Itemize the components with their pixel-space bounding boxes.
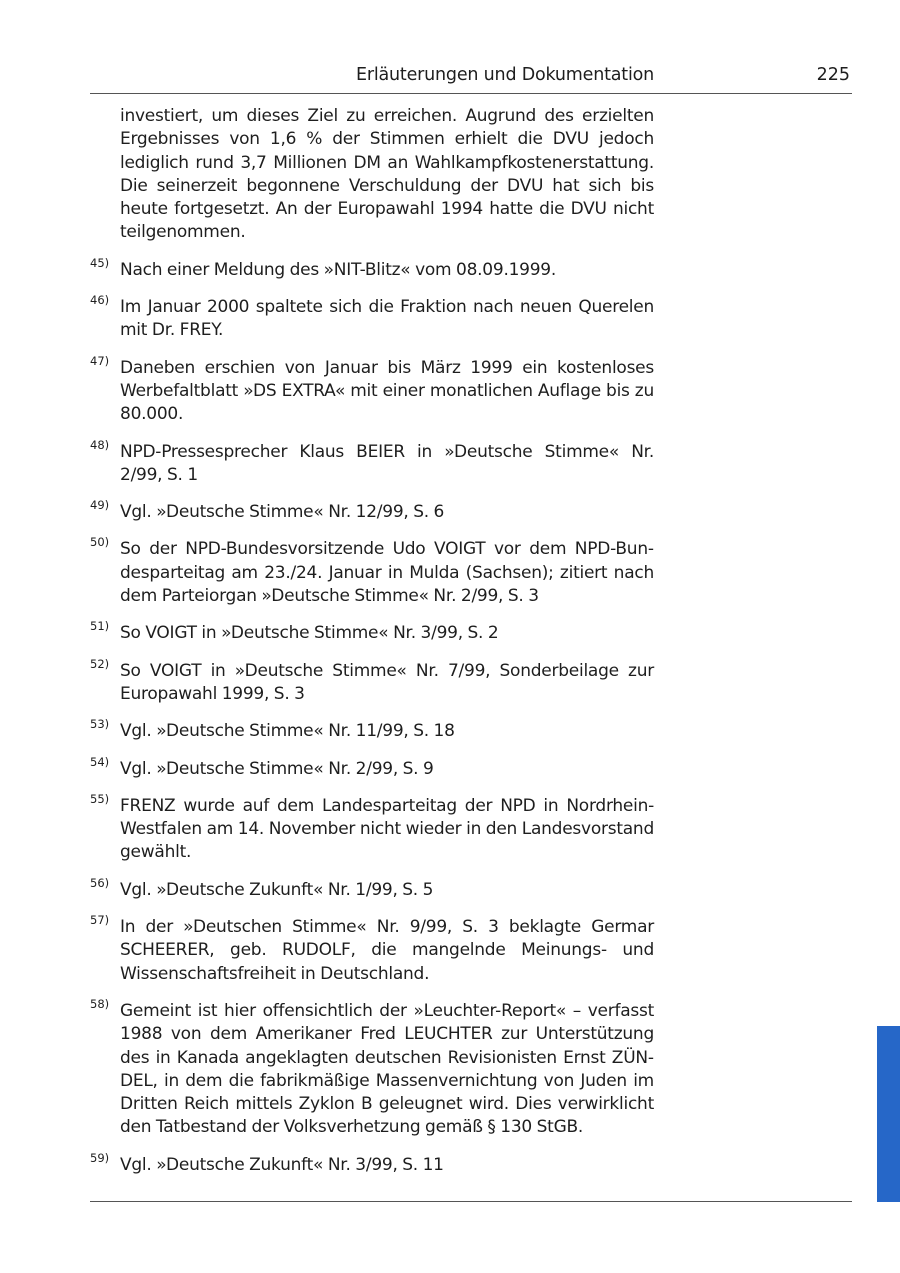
endnote-number: 46) <box>90 293 110 308</box>
endnote-number: 45) <box>90 255 110 270</box>
endnote-text: So VOIGT in »Deutsche Stimme« Nr. 3/99, S. 2 <box>120 623 499 644</box>
endnote-text: In der »Deutschen Stimme« Nr. 9/99, S. 3 beklagte Germar SCHEERER, geb. RUDOLF, die mangelnde Meinungs- und Wissenschaftsfreiheit in Deutschland. <box>120 917 654 984</box>
endnote-text: So der NPD-Bundesvorsitzende Udo VOIGT vor dem NPD-Bundesparteitag am 23./24. Januar in Mulda (Sachsen); zitiert nach dem Parteiorgan »Deutsche Stimme« Nr. 2/99, S. 3 <box>120 539 654 607</box>
page-number: 225 <box>816 65 850 85</box>
endnote-text: Vgl. »Deutsche Stimme« Nr. 2/99, S. 9 <box>120 758 434 779</box>
endnote-number: 52) <box>90 656 110 671</box>
endnote-text: Vgl. »Deutsche Zukunft« Nr. 3/99, S. 11 <box>120 1154 444 1175</box>
endnote-52 <box>90 656 654 707</box>
endnote-number: 58) <box>90 996 110 1011</box>
footer-divider <box>90 1201 852 1202</box>
endnote-54 <box>90 754 654 781</box>
endnote-number: 55) <box>90 791 110 806</box>
endnote-47 <box>90 353 654 427</box>
endnote-text: Vgl. »Deutsche Zukunft« Nr. 1/99, S. 5 <box>120 879 434 900</box>
endnote-45 <box>90 255 654 282</box>
endnote-number: 59) <box>90 1150 110 1165</box>
endnote-text: Vgl. »Deutsche Stimme« Nr. 12/99, S. 6 <box>120 502 445 523</box>
endnote-55 <box>90 791 654 865</box>
endnote-number: 56) <box>90 875 110 890</box>
endnote-text: Gemeint ist hier offensichtlich der »Leuchter-Report« – verfasst 1988 von dem Amerikaner Fred LEUCHTER zur Unterstützung des in Kanada angeklagten deutschen Revisionisten Ernst ZÜNDEL, in dem die fabrikmäßige Massenvernichtung von Juden im Dritten Reich mittels Zyklon B geleugnet wird. Dies verwirklicht den Tatbestand der Volksverhetzung gemäß § 130 StGB. <box>120 1000 654 1138</box>
endnote-number: 47) <box>90 353 110 368</box>
endnote-number: 50) <box>90 535 110 550</box>
endnote-number: 49) <box>90 498 110 513</box>
page-header <box>90 62 852 88</box>
endnote-59 <box>90 1150 654 1177</box>
endnotes-list <box>90 105 654 1191</box>
running-header-title: Erläuterungen und Dokumentation <box>356 65 654 85</box>
endnote-53 <box>90 717 654 743</box>
endnote-text: Daneben erschien von Januar bis März 1999 ein kostenloses Werbefaltblatt »DS EXTRA« mit einer monatlichen Auflage bis zu 80.000. <box>120 357 654 425</box>
endnote-number: 54) <box>90 754 110 769</box>
endnote-continuation <box>90 105 654 245</box>
endnote-48 <box>90 437 654 488</box>
endnote-text: So VOIGT in »Deutsche Stimme« Nr. 7/99, Sonderbeilage zur Europawahl 1999, S. 3 <box>120 660 654 704</box>
endnote-49 <box>90 498 654 524</box>
endnote-58 <box>90 996 654 1140</box>
endnote-text: Nach einer Meldung des »NIT-Blitz« vom 08.09.1999. <box>120 259 557 280</box>
endnote-number: 51) <box>90 619 110 634</box>
chapter-thumb-tab <box>877 1026 900 1202</box>
endnote-text: NPD-Pressesprecher Klaus BEIER in »Deutsche Stimme« Nr. 2/99, S. 1 <box>120 441 654 485</box>
endnote-56 <box>90 875 654 902</box>
endnote-number: 57) <box>90 913 110 928</box>
endnote-50 <box>90 535 654 608</box>
endnote-number: 48) <box>90 437 110 452</box>
endnote-text: investiert, um dieses Ziel zu erreichen. Augrund des erzielten Ergebnisses von 1,6 % der Stimmen erhielt die DVU jedoch lediglich rund 3,7 Millionen DM an Wahlkampfkostenerstattung. Die seinerzeit begonnene Verschuldung der DVU hat sich bis heute fortgesetzt. An der Europawahl 1994 hatte die DVU nicht teilgenommen. <box>120 106 654 243</box>
endnote-51 <box>90 619 654 645</box>
endnote-number: 53) <box>90 717 110 732</box>
endnote-text: Vgl. »Deutsche Stimme« Nr. 11/99, S. 18 <box>120 721 455 742</box>
endnote-text: Im Januar 2000 spaltete sich die Fraktion nach neuen Querelen mit Dr. FREY. <box>120 297 654 341</box>
endnote-57 <box>90 913 654 986</box>
endnote-46 <box>90 293 654 343</box>
endnote-text: FRENZ wurde auf dem Landesparteitag der NPD in Nordrhein-Westfalen am 14. November nicht wieder in den Landesvorstand gewählt. <box>120 795 654 863</box>
header-divider <box>90 93 852 94</box>
